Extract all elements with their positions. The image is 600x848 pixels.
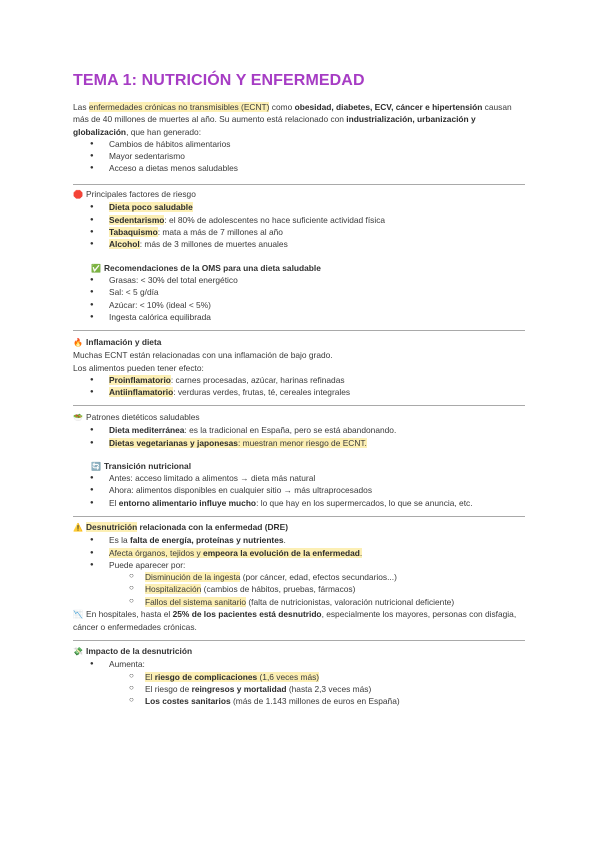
list-item: ● El entorno alimentario influye mucho: lo que hay en los supermercados, lo que se anuncia, etc. [73, 497, 528, 509]
list-item: ● Puede aparecer por: [73, 559, 528, 571]
warning-icon: ⚠️ [73, 523, 83, 532]
chart-decreasing-icon: 📉 [73, 610, 83, 620]
list-item: ● Es la falta de energía, proteínas y nutrientes. [73, 534, 528, 546]
divider [73, 405, 525, 406]
list-item: ● Afecta órganos, tejidos y empeora la evolución de la enfermedad. [73, 547, 528, 559]
divider [73, 516, 525, 517]
list-item: ● Proinflamatorio: carnes procesadas, azúcar, harinas refinadas [73, 374, 528, 386]
sublist-item: ○ Fallos del sistema sanitario (falta de nutricionistas, valoración nutricional deficiente) [73, 596, 528, 608]
oms-list-block [73, 274, 528, 323]
impact-heading: Impacto de la desnutrición [86, 646, 193, 656]
list-item: ● Cambios de hábitos alimentarios [73, 138, 528, 150]
list-item: ● Dieta poco saludable [73, 201, 528, 213]
money-wings-icon: 💸 [73, 647, 83, 656]
transition-section [73, 472, 528, 509]
sublist-item: ○ Hospitalización (cambios de hábitos, pruebas, fármacos) [73, 583, 528, 595]
list-item: ● Ingesta calórica equilibrada [73, 311, 528, 323]
list-item: ● Tabaquismo: mata a más de 7 millones al año [73, 226, 528, 238]
salad-icon: 🥗 [73, 413, 83, 422]
list-item: ● Sal: < 5 g/día [73, 286, 528, 298]
inflammation-section: 🔥 Inflamación y dieta Muchas ECNT están relacionadas con una inflamación de bajo grado. Los alimentos pueden tener efecto: ● Proinflamatorio: carnes procesadas, azúcar, harinas refinadas ● Antiinflamatorio: verduras verdes, frutas, té, cereales integrales [73, 336, 528, 398]
page-title: TEMA 1: NUTRICIÓN Y ENFERMEDAD [73, 72, 365, 89]
patterns-section [73, 411, 528, 449]
divider [73, 184, 525, 185]
inflammation-heading: Inflamación y dieta [86, 337, 162, 347]
list-item: ● Alcohol: más de 3 millones de muertes anuales [73, 238, 528, 250]
intro-list [73, 138, 528, 175]
intro-paragraph: Las enfermedades crónicas no transmisibles (ECNT) como obesidad, diabetes, ECV, cáncer e hipertensión causan más de 40 millones de muertes al año. Su aumento está relacionado con industrialización, urbanización y globalización, que han generado: [73, 102, 512, 137]
patterns-heading: Patrones dietéticos saludables [86, 412, 200, 422]
sublist-item: ○ El riesgo de complicaciones (1,6 veces más) [73, 671, 528, 683]
divider [73, 330, 525, 331]
list-item: ● Aumenta: [73, 658, 528, 670]
dre-note: 📉 En hospitales, hasta el 25% de los pacientes está desnutrido, especialmente los mayores, personas con disfagia, cáncer o enfermedades crónicas. [73, 609, 517, 633]
impact-section [73, 645, 528, 707]
list-item: ● Antiinflamatorio: verduras verdes, frutas, té, cereales integrales [73, 386, 528, 398]
list-item: ● Antes: acceso limitado a alimentos → dieta más natural [73, 472, 528, 484]
list-item: ● Azúcar: < 10% (ideal < 5%) [73, 299, 528, 311]
list-item: ● Ahora: alimentos disponibles en cualquier sitio → más ultraprocesados [73, 484, 528, 496]
arrows-cycle-icon: 🔄 [91, 462, 101, 471]
transition-heading: Transición nutricional [104, 461, 192, 471]
list-item: ● Acceso a dietas menos saludables [73, 162, 528, 174]
risk-heading: Principales factores de riesgo [86, 189, 196, 199]
list-item: ● Dietas vegetarianas y japonesas: muestran menor riesgo de ECNT. [73, 437, 528, 449]
dre-section: ⚠️ Desnutrición relacionada con la enfermedad (DRE) ● Es la falta de energía, proteínas y nutrientes. ● Afecta órganos, tejidos y empeora la evolución de la enfermedad. ● Puede aparecer por: ○ Disminución de la ingesta (por cáncer, edad, efectos secundarios...) ○ Hospitalización (cambios de hábitos, pruebas, fármacos) ○ Fallos del sistema sanitario (falta de nutricionistas, valoración nutricional deficiente) 📉 En hospitales, hasta el 25% de los pacientes está desnutrido, especialmente los mayores, personas con disfagia, cáncer o enfermedades crónicas. [73, 521, 528, 634]
list-item: ● Dieta mediterránea: es la tradicional en España, pero se está abandonando. [73, 424, 528, 436]
sublist-item: ○ Los costes sanitarios (más de 1.143 millones de euros en España) [73, 695, 528, 707]
stop-sign-icon: 🛑 [73, 190, 83, 199]
list-item: ● Mayor sedentarismo [73, 150, 528, 162]
check-mark-icon: ✅ [91, 264, 101, 273]
list-item: ● Sedentarismo: el 80% de adolescentes no hace suficiente actividad física [73, 214, 528, 226]
sublist-item: ○ El riesgo de reingresos y mortalidad (hasta 2,3 veces más) [73, 683, 528, 695]
intro-section [73, 101, 528, 175]
risk-section [73, 188, 528, 250]
ecnt-highlight: enfermedades crónicas no transmisibles (ECNT) [88, 102, 270, 112]
list-item: ● Grasas: < 30% del total energético [73, 274, 528, 286]
oms-heading: Recomendaciones de la OMS para una dieta saludable [104, 263, 321, 273]
divider [73, 640, 525, 641]
fire-icon: 🔥 [73, 338, 83, 347]
sublist-item: ○ Disminución de la ingesta (por cáncer, edad, efectos secundarios...) [73, 571, 528, 583]
